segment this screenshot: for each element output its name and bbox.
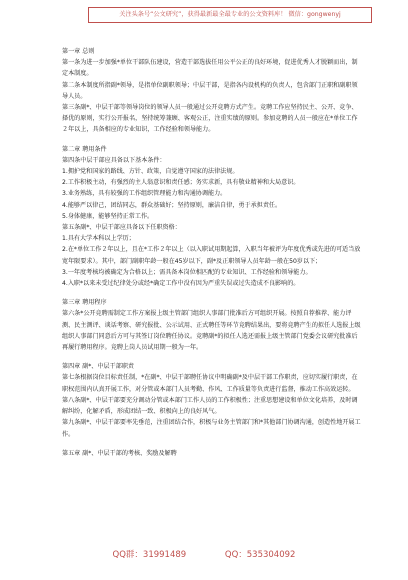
article-paragraph: 第九条副*、中层干部要率先垂范，注重团结合作，积极与业务主管部门和*其他部门协调沟通，创造性地开展工作。: [62, 419, 361, 438]
list-item: 4.入职*以来未受过纪律处分或经*确定工作中没有因为严重失误或过失造成不良影响的。: [62, 280, 300, 288]
article-paragraph: 第四条中层干部应具备以下基本条件：: [62, 156, 166, 164]
list-item: 3.业务熟练，具有较强的工作组织管理能力和沟通协调能力。: [62, 190, 227, 198]
contact-footer: [0, 548, 408, 560]
chapter-heading: 第三章 聘用程序: [62, 299, 107, 307]
list-item: 2.在*单位工作２年以上，且在*工作２年以上（以入职试用期起算，入职当年被评为年度优秀或先进的可适当放宽年限要求）。其中，部门副职年龄一般在45岁以下，副*及正职领导人员年龄一般在50岁以下；: [62, 246, 361, 265]
promo-banner: 关注头条号“公文研究”，获得最新最全最专业的公文资料库！ 微信：gongwenyj: [88, 7, 372, 23]
list-item: 1.拥护党和国家的路线、方针、政策，自觉遵守国家的法律法规。: [62, 168, 239, 176]
list-item: 5.身体健康，能够坚持正常工作。: [62, 212, 154, 220]
chapter-heading: 第五章 副*、中层干部的考核、奖励及解聘: [62, 449, 177, 457]
list-item: 3.一年度考核均被确定为合格以上；需具备本岗位相匹配的专业知识、工作经验和领导能力。: [62, 268, 312, 276]
article-paragraph: 第八条副*、中层干部要充分调动分管或本部门工作人员的工作积极性；注重思想建设和单位文化培养，及时调解纠纷，化解矛盾，形成团结一致、积极向上的良好风气。: [62, 396, 358, 416]
article-paragraph: 第五条副*、中层干部应具备以下任职资格：: [62, 224, 181, 232]
list-item: 2.工作积极主动，有强烈的主人翁意识和责任感；务实求新，具有敬业精神和大局意识。: [62, 179, 300, 187]
list-item: 1.具有大学本科以上学历；: [62, 235, 135, 243]
chapter-heading: 第二章 聘用条件: [62, 145, 107, 153]
article-paragraph: 第七条根据岗位目标责任制，*在副*、中层干部聘任协议中明确副*及中层干部工作职责，应切实履行职责，在职权范围内认真开展工作，对分管或本部门人员考勤、作风、工作质量等负责进行监督，推动工作高效运转。: [62, 374, 358, 393]
article-paragraph: 第一条为进一步加强*单位干部队伍建设，营造干部选拔任用公平公正的良好环境，促进优秀人才脱颖而出，制定本制度。: [62, 59, 358, 78]
chapter-heading: 第四章 副*、中层干部职责: [62, 363, 135, 371]
list-item: 4.能够严以律己，团结同志，群众基础好；坚持原则，廉洁自律，勇于承担责任。: [62, 201, 282, 209]
article-paragraph: 第二条本制度所指副*领导，是指单位副职领导；中层干部，是指各内设机构的负责人，包含部门正职和副职领导人员。: [62, 81, 358, 100]
qq-text: QQ：535304092: [224, 550, 296, 560]
article-paragraph: 第三条副*、中层干部等领导岗位的领导人员一般通过公开竞聘方式产生。竞聘工作应坚持民主、公开、竞争、择优的原则，实行公开报名，坚持统筹兼顾、客观公正，注重实绩的原则。参加竞聘的人员一般应在*单位工作２年以上，具备相应的专业知识，工作经验和领导能力。: [62, 104, 358, 134]
article-paragraph: 第六条*公开竞聘需制定工作方案报上级主管部门组织人事部门批准后方可组织开展。按照自荐推荐、能力评测、民主测评、谈话考察、研究报批、公示试用、正式聘任等环节竞聘结果出，要将竞聘产生的拟任人选报上级组织人事部门同意后方可与其签订岗位聘任协议。竞聘副*的拟任人选还需报上级主管部门党委会议研究批准后再履行聘用程序。竞聘上岗人员试用期一般为一年。: [62, 310, 361, 352]
document-body: [62, 46, 362, 459]
qq-group-text: QQ群：31991489: [112, 550, 187, 560]
chapter-heading: 第一章 总则: [62, 48, 95, 55]
